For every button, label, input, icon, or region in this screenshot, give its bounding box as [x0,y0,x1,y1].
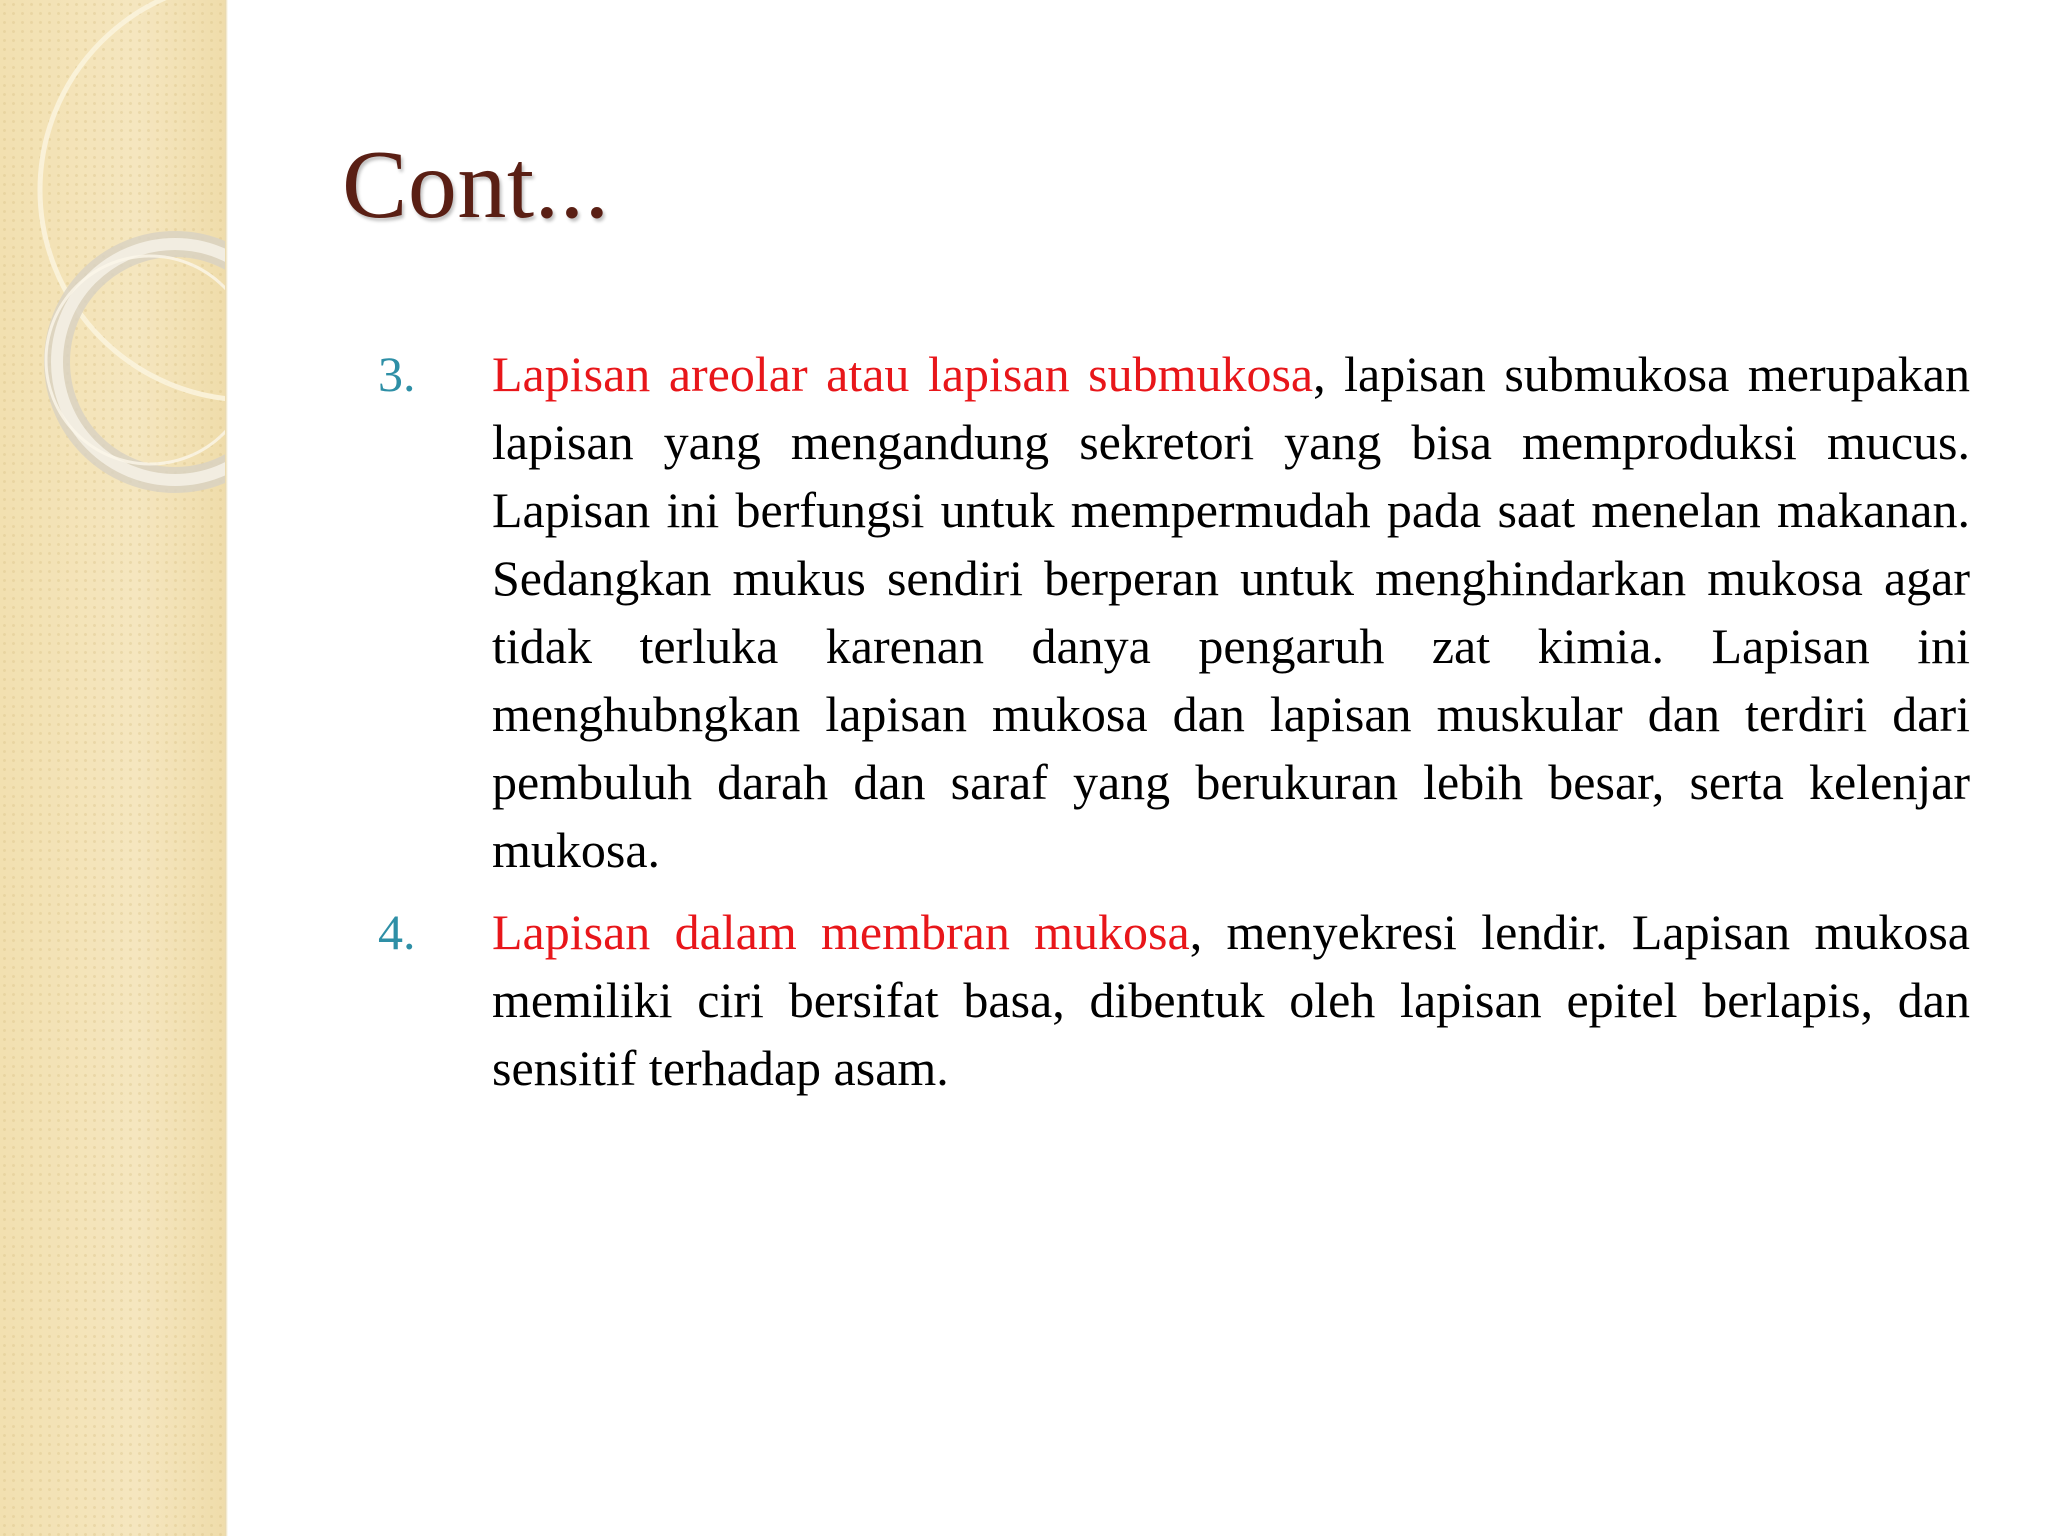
side-panel-edge [225,0,228,1536]
decorative-circles [0,0,228,520]
item-description: , menyekresi lendir. Lapisan mukosa memiliki ciri bersifat basa, dibentuk oleh lapisan epitel berlapis, dan sensitif terhadap asam. [492,904,1971,1096]
list-item-number: 3. [378,346,416,402]
highlighted-term: Lapisan areolar atau lapisan submukosa [492,346,1314,402]
item-description: , lapisan submukosa merupakan lapisan yang mengandung sekretori yang bisa memproduksi mucus. Lapisan ini berfungsi untuk mempermudah pada saat menelan makanan. Sedangkan mukus sendiri berperan untuk menghindarkan mukosa agar tidak terluka karenan danya pengaruh zat kimia. Lapisan ini menghubngkan lapisan mukosa dan lapisan muskular dan terdiri dari pembuluh darah dan saraf yang berukuran lebih besar, serta kelenjar mukosa. [492,346,1970,878]
content-list [378,340,1970,1116]
list-item-3 [378,340,1970,884]
slide-title: Cont... [342,131,610,239]
highlighted-term: Lapisan dalam membran mukosa [492,904,1190,960]
decorative-side-panel [0,0,228,1536]
list-item-number: 4. [378,904,416,960]
list-item-4 [378,898,1970,1102]
